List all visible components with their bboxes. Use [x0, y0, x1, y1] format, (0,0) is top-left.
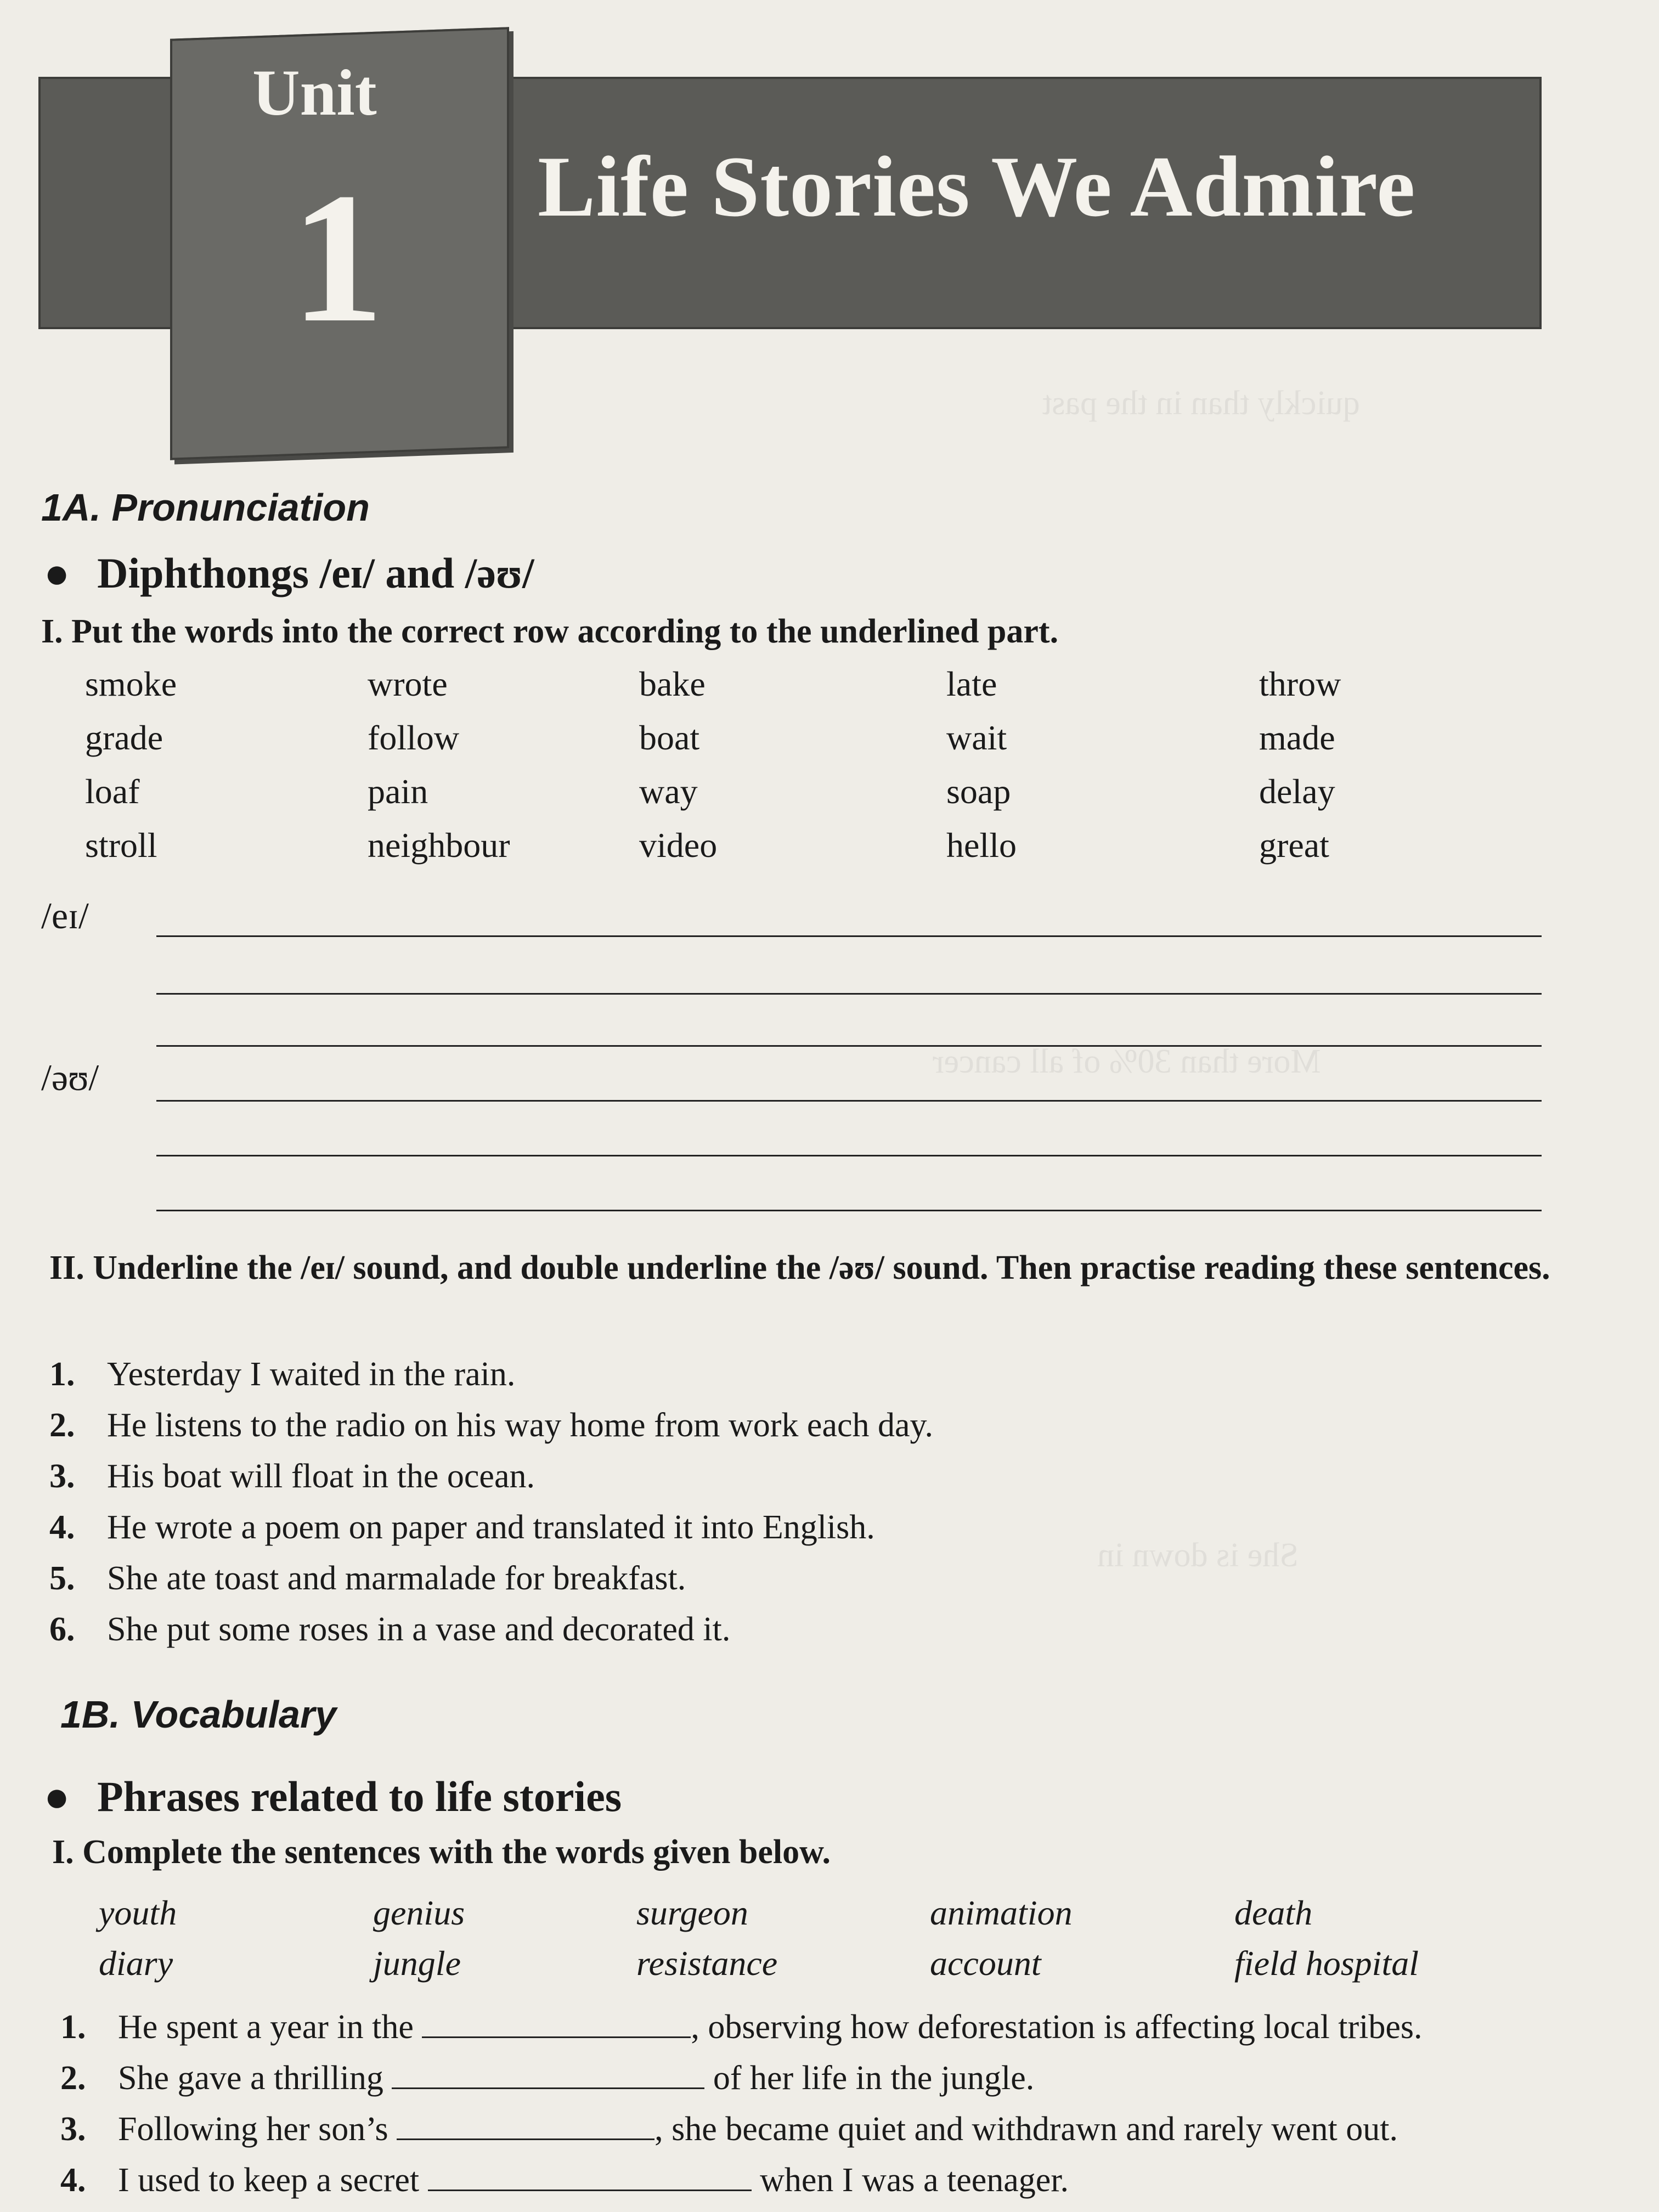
word-option: death	[1234, 1893, 1313, 1932]
answer-line[interactable]	[156, 1210, 1542, 1211]
word-item: loaf	[85, 772, 140, 811]
answer-blank[interactable]	[422, 2009, 691, 2038]
word-item: grade	[85, 718, 163, 757]
word-item: stroll	[85, 826, 157, 865]
answer-line[interactable]	[156, 993, 1542, 995]
sound-label-ou: /əʊ/	[41, 1057, 99, 1098]
bleed-through-text: She is down in	[1097, 1537, 1299, 1574]
answer-blank[interactable]	[428, 2162, 752, 2191]
word-item: wait	[946, 718, 1007, 757]
list-item: 4. I used to keep a secret when I was a teenager.	[60, 2162, 1069, 2199]
unit-label: Unit	[252, 56, 377, 129]
word-item: wrote	[368, 664, 448, 703]
word-option: youth	[99, 1893, 177, 1932]
list-item: 3. His boat will float in the ocean.	[49, 1458, 535, 1495]
word-item: boat	[639, 718, 700, 757]
topic-heading-phrases	[44, 1772, 622, 1821]
answer-blank[interactable]	[392, 2060, 704, 2089]
word-item: hello	[946, 826, 1017, 865]
word-box	[99, 1893, 1580, 1994]
word-grid	[85, 664, 1566, 879]
list-item: 4. He wrote a poem on paper and translated it into English.	[49, 1509, 875, 1546]
list-item: 6. She put some roses in a vase and decorated it.	[49, 1611, 731, 1648]
word-item: neighbour	[368, 826, 510, 865]
topic-label: Diphthongs /eɪ/ and /əʊ/	[97, 549, 534, 597]
word-item: delay	[1259, 772, 1335, 811]
word-item: made	[1259, 718, 1335, 757]
instruction-text: II. Underline the /eɪ/ sound, and double underline the /əʊ/ sound. Then practise reading these sentences.	[49, 1249, 1550, 1286]
word-option: animation	[930, 1893, 1073, 1932]
list-item: 1. Yesterday I waited in the rain.	[49, 1356, 516, 1393]
word-option: account	[930, 1944, 1041, 1983]
word-item: follow	[368, 718, 460, 757]
answer-line[interactable]	[156, 1045, 1542, 1047]
bullet-icon: ●	[44, 1773, 70, 1820]
unit-title: Life Stories We Admire	[538, 139, 1416, 235]
exercise-instruction: I. Complete the sentences with the words given below.	[52, 1833, 831, 1871]
word-item: smoke	[85, 664, 177, 703]
fill-blank-list	[60, 2008, 1423, 2212]
word-option: surgeon	[636, 1893, 748, 1932]
bleed-through-text: More than 30% of all cancer	[933, 1043, 1321, 1080]
list-item: 2. She gave a thrilling of her life in the jungle.	[60, 2059, 1035, 2097]
sound-label-ei: /eɪ/	[41, 895, 89, 936]
bullet-icon: ●	[44, 549, 70, 597]
list-item: 5. She ate toast and marmalade for breakfast.	[49, 1560, 686, 1597]
word-item: late	[946, 664, 997, 703]
topic-label: Phrases related to life stories	[97, 1773, 622, 1820]
unit-number: 1	[291, 154, 384, 361]
list-item: 2. He listens to the radio on his way home from work each day.	[49, 1407, 933, 1444]
exercise-instruction	[49, 1245, 1626, 1291]
answer-blank[interactable]	[397, 2111, 654, 2140]
answer-line[interactable]	[156, 1100, 1542, 1102]
bleed-through-text: quickly than in the past	[1042, 385, 1360, 422]
answer-line[interactable]	[156, 1155, 1542, 1156]
word-option: diary	[99, 1944, 173, 1983]
exercise-instruction: I. Put the words into the correct row according to the underlined part.	[41, 613, 1059, 650]
word-option: field hospital	[1234, 1944, 1419, 1983]
word-item: video	[639, 826, 718, 865]
word-option: resistance	[636, 1944, 778, 1983]
word-item: way	[639, 772, 698, 811]
word-item: throw	[1259, 664, 1341, 703]
word-item: soap	[946, 772, 1011, 811]
section-heading-vocabulary: 1B. Vocabulary	[60, 1693, 337, 1736]
word-option: genius	[373, 1893, 465, 1932]
word-item: bake	[639, 664, 706, 703]
list-item: 1. He spent a year in the , observing how deforestation is affecting local tribes.	[60, 2008, 1423, 2046]
list-item: 3. Following her son’s , she became quiet and withdrawn and rarely went out.	[60, 2111, 1398, 2148]
answer-line[interactable]	[156, 935, 1542, 937]
sentence-list	[49, 1355, 933, 1661]
word-item: pain	[368, 772, 428, 811]
word-option: jungle	[373, 1944, 461, 1983]
word-item: great	[1259, 826, 1329, 865]
topic-heading-diphthongs	[44, 549, 534, 598]
section-heading-pronunciation: 1A. Pronunciation	[41, 486, 370, 529]
